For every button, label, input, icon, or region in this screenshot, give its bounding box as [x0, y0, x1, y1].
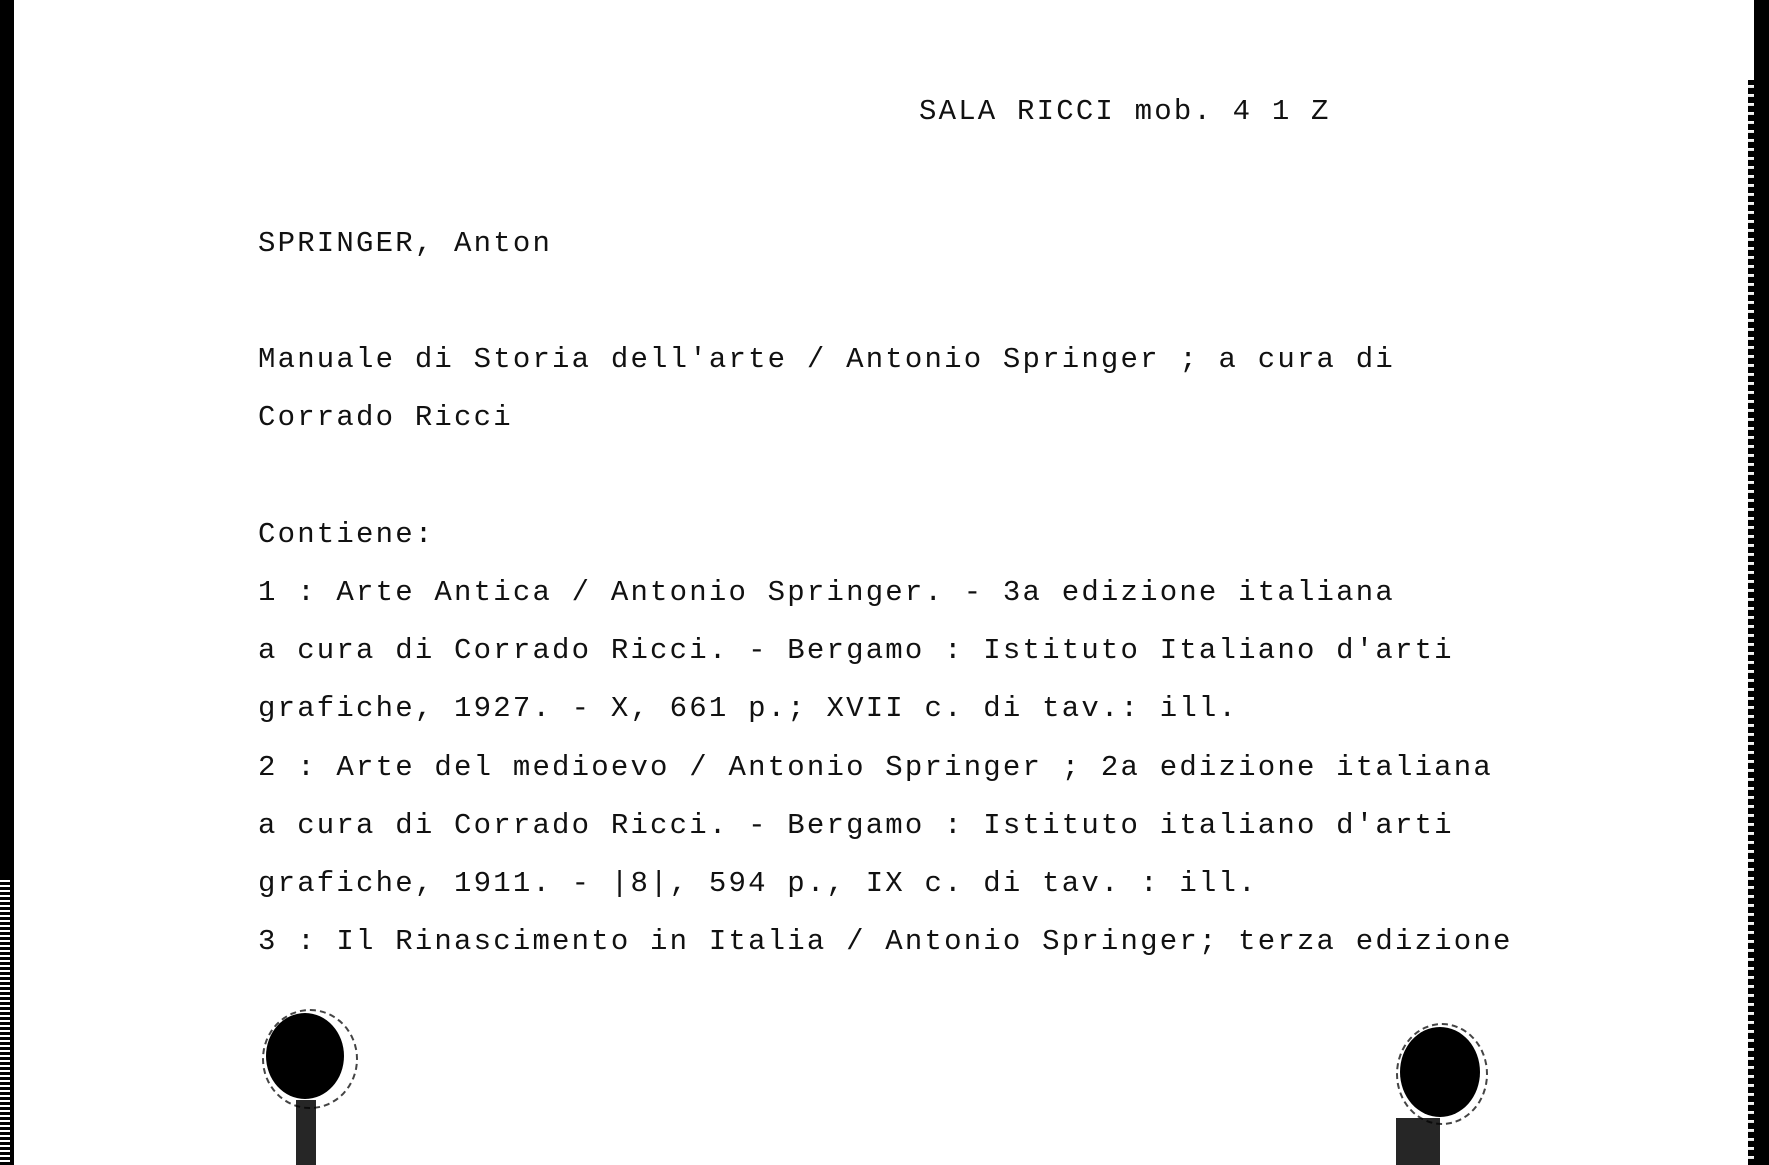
- scan-edge-noise: [0, 880, 10, 1165]
- location-mark: SALA RICCI mob. 4 1 Z: [919, 95, 1331, 128]
- contents-line: grafiche, 1911. - |8|, 594 p., IX c. di tav. : ill.: [258, 867, 1258, 900]
- contents-heading: Contiene:: [258, 518, 435, 551]
- punch-hole-right-stem: [1396, 1118, 1440, 1165]
- author-heading: SPRINGER, Anton: [258, 227, 553, 260]
- contents-line: grafiche, 1927. - X, 661 p.; XVII c. di tav.: ill.: [258, 692, 1239, 725]
- scan-edge-right-inner: [1748, 80, 1754, 1165]
- contents-line: 2 : Arte del medioevo / Antonio Springer ; 2a edizione italiana: [258, 751, 1493, 784]
- contents-line: 3 : Il Rinascimento in Italia / Antonio Springer; terza edizione: [258, 925, 1513, 958]
- scan-edge-right: [1754, 0, 1769, 1165]
- contents-line: a cura di Corrado Ricci. - Bergamo : Istituto italiano d'arti: [258, 809, 1454, 842]
- title-line-1: Manuale di Storia dell'arte / Antonio Springer ; a cura di: [258, 343, 1395, 376]
- punch-hole-right-ring: [1396, 1023, 1488, 1125]
- contents-line: a cura di Corrado Ricci. - Bergamo : Istituto Italiano d'arti: [258, 634, 1454, 667]
- punch-hole-left-stem: [296, 1100, 316, 1165]
- title-line-2: Corrado Ricci: [258, 401, 513, 434]
- contents-line: 1 : Arte Antica / Antonio Springer. - 3a edizione italiana: [258, 576, 1395, 609]
- punch-hole-left-ring: [262, 1009, 358, 1109]
